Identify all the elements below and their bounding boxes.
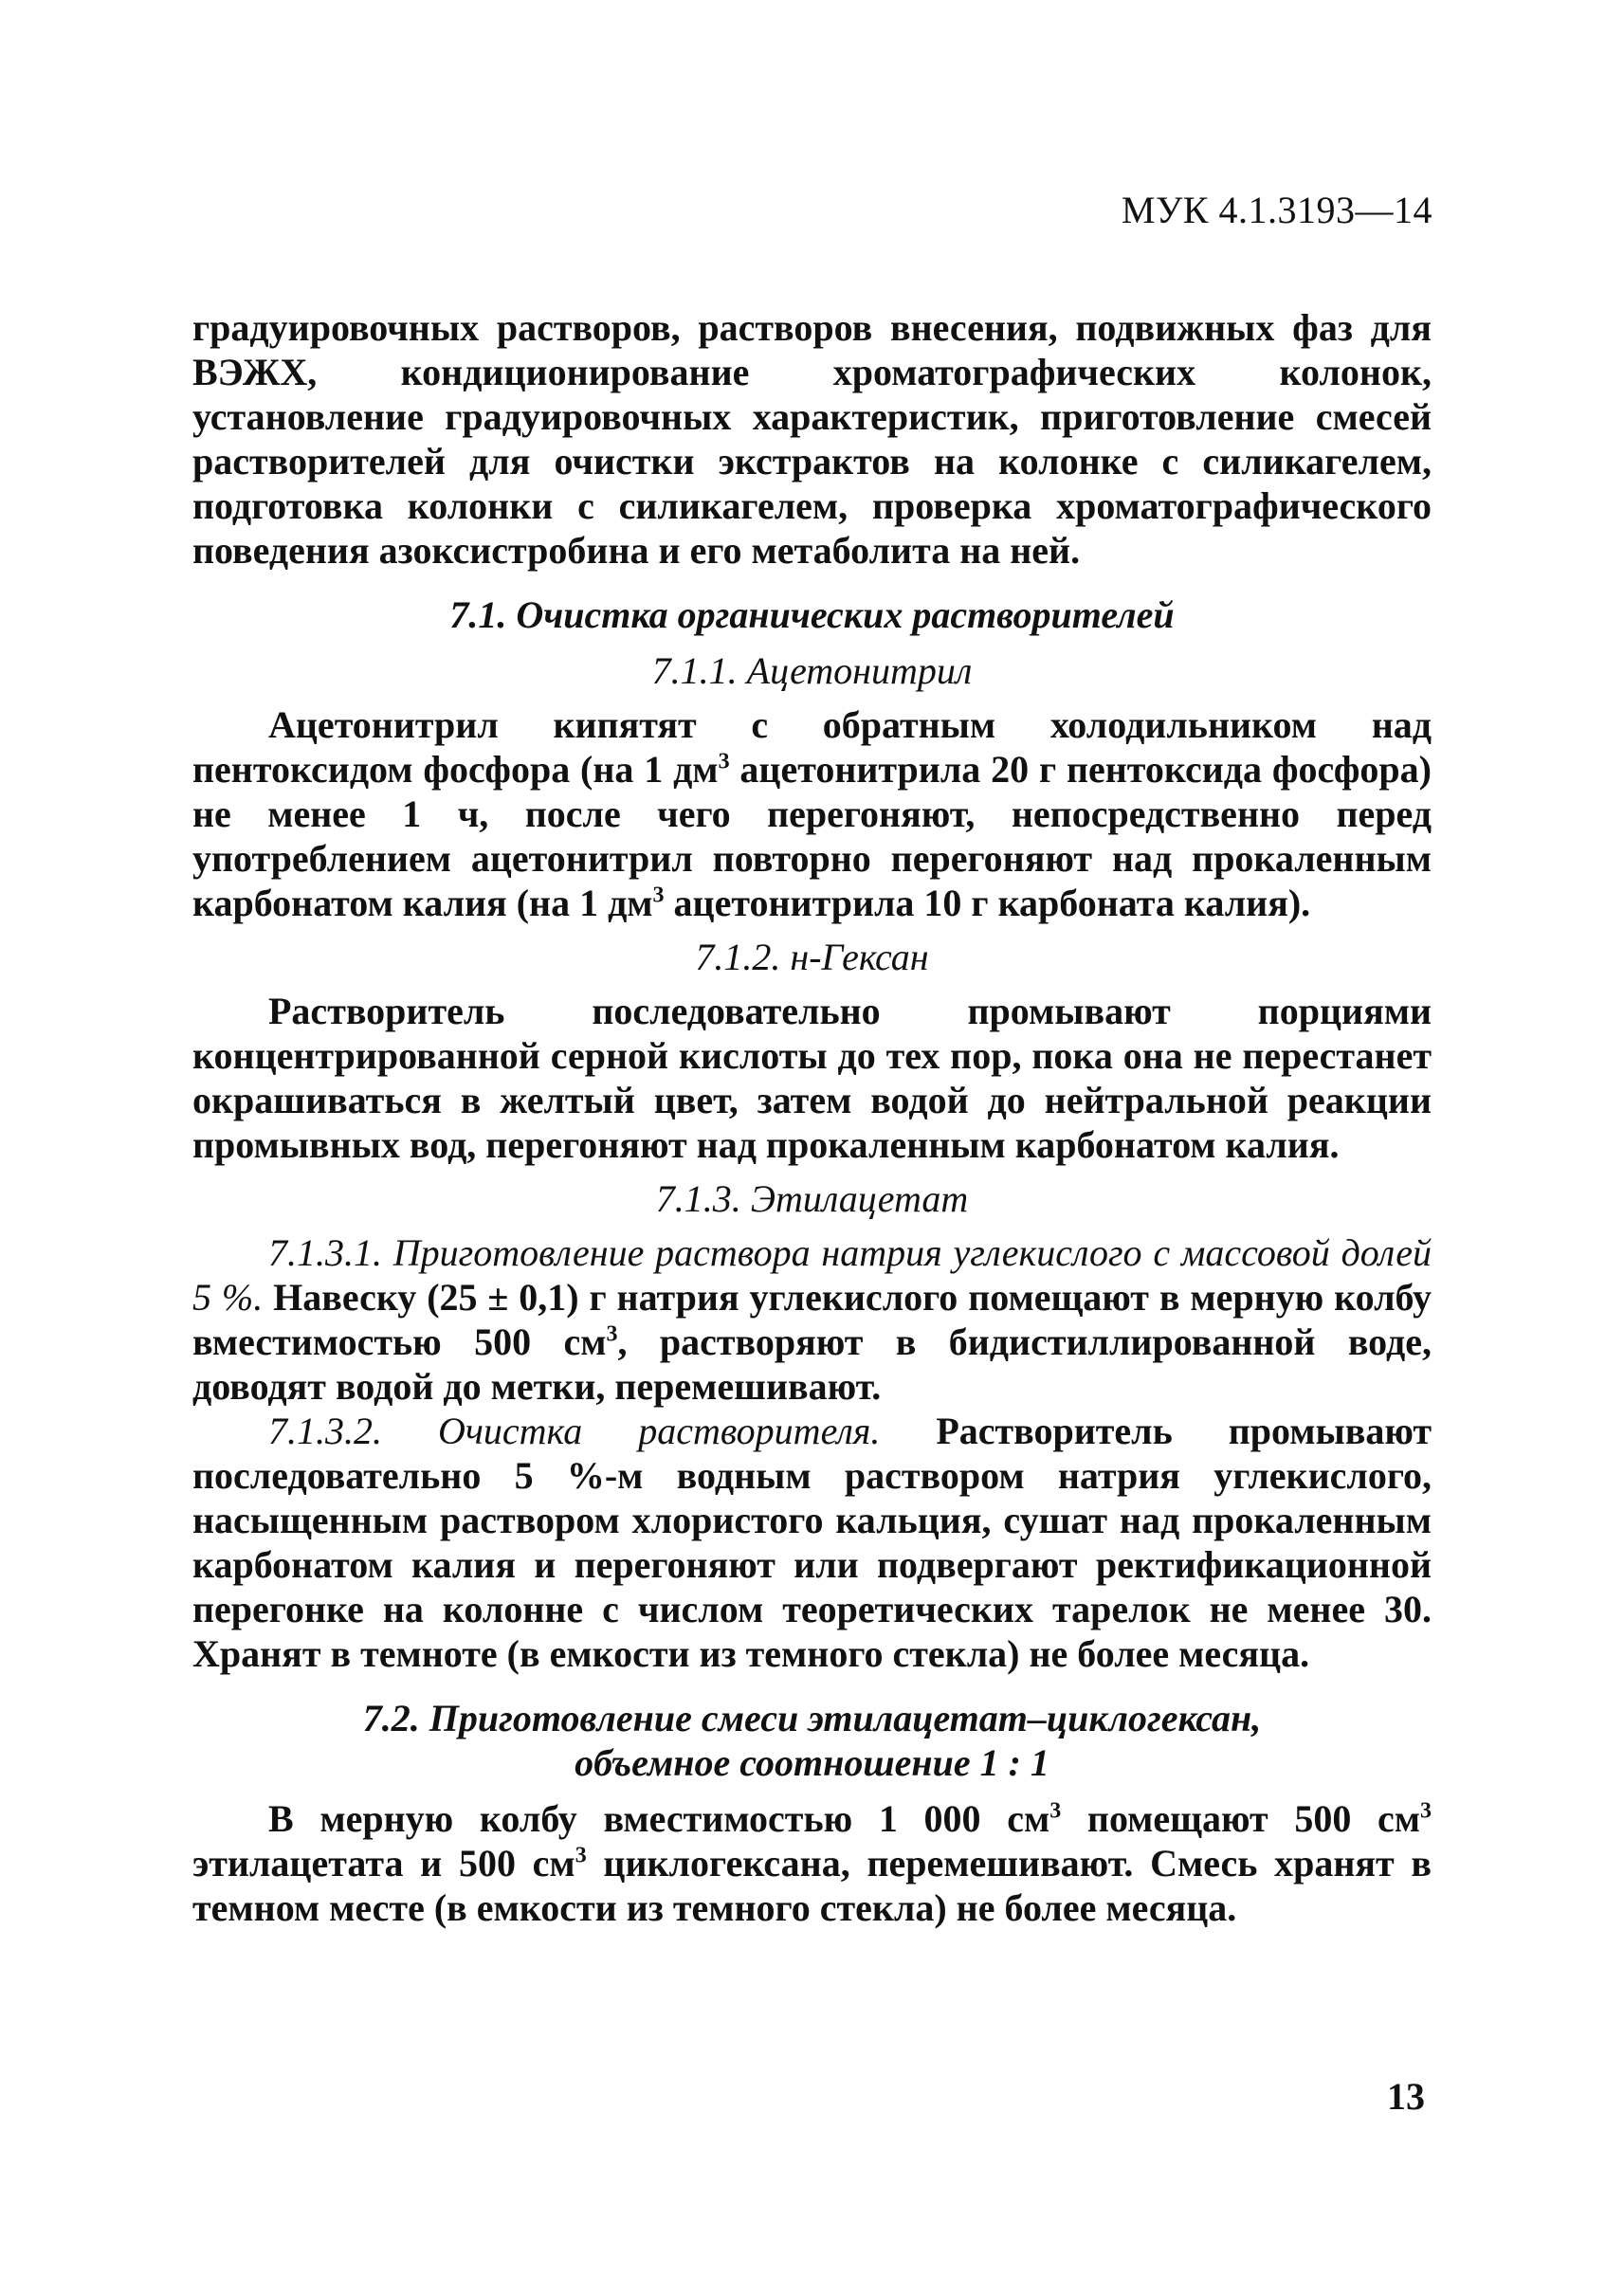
superscript-3: 3 bbox=[1420, 1798, 1432, 1824]
mixture-text-3: этилацетата и 500 см bbox=[192, 1842, 575, 1884]
intro-paragraph: градуировочных растворов, растворов внесения, подвижных фаз для ВЭЖХ, кондиционирование хроматографических колонок, установление градуировочных характеристик, приготовление смесей растворителей для очистки экстрактов на колонке с силикагелем, подготовка колонки с силикагелем, проверка хроматографического поведения азоксистробина и его метаболита на ней. bbox=[192, 306, 1432, 572]
section-7-1-heading: 7.1. Очистка органических растворителей bbox=[449, 593, 1175, 636]
acetonitrile-text-3: ацетонитрила 10 г карбоната калия). bbox=[664, 882, 1311, 924]
solvent-cleaning-paragraph bbox=[192, 1409, 1432, 1676]
section-7-2-heading-line-2: объемное соотношение 1 : 1 bbox=[575, 1741, 1049, 1784]
page-body bbox=[192, 305, 1432, 1930]
acetonitrile-text-1: Ацетонитрил кипятят с обратным холодильником над пентоксидом фосфора (на 1 дм bbox=[192, 703, 1432, 791]
page-number: 13 bbox=[1387, 2075, 1425, 2118]
mixture-text-2: помещают 500 см bbox=[1061, 1797, 1420, 1840]
hexane-paragraph: Растворитель последовательно промывают порциями концентрированной серной кислоты до тех пор, пока она не перестанет окрашиваться в желтый цвет, затем водой до нейтральной реакции промывных вод, перегоняют над прокаленным карбонатом калия. bbox=[192, 990, 1432, 1166]
mixture-text-1: В мерную колбу вместимостью 1 000 см bbox=[268, 1797, 1050, 1840]
section-7-2-heading bbox=[192, 1696, 1432, 1785]
mixture-text-4: циклогексана, перемешивают. Смесь хранят в темном месте (в емкости из темного стекла) не более месяца. bbox=[192, 1842, 1432, 1929]
superscript-3: 3 bbox=[718, 749, 730, 774]
acetonitrile-text-2: ацетонитрила 20 г пентоксида фосфора) не менее 1 ч, после чего перегоняют, непосредственно перед употреблением ацетонитрил повторно перегоняют над прокаленным карбонатом калия (на 1 дм bbox=[192, 748, 1432, 924]
subsection-7-1-3-1-title: 7.1.3.1. Приготовление раствора натрия углекислого с массовой долей 5 %. bbox=[192, 1231, 1432, 1319]
subsection-7-1-3-2-title: 7.1.3.2. Очистка растворителя. bbox=[268, 1410, 881, 1452]
sodium-carbonate-text-1: Навеску (25 ± 0,1) г натрия углекислого помещают в мерную колбу вместимостью 500 см bbox=[192, 1276, 1432, 1363]
superscript-3: 3 bbox=[606, 1321, 618, 1347]
superscript-3: 3 bbox=[1049, 1798, 1062, 1824]
sodium-carbonate-text-2: , растворяют в бидистиллированной воде, доводят водой до метки, перемешивают. bbox=[192, 1320, 1432, 1408]
solvent-cleaning-text: Растворитель промывают последовательно 5 %-м водным раствором натрия углекислого, насыщенным раствором хлористого кальция, сушат над прокаленным карбонатом калия и перегоняют или подвергают ректификационной перегонке на колонне с числом теоретических тарелок не менее 30. Хранят в темноте (в емкости из темного стекла) не более месяца. bbox=[192, 1410, 1432, 1675]
acetonitrile-paragraph bbox=[192, 702, 1432, 925]
document-code: МУК 4.1.3193—14 bbox=[1121, 189, 1432, 231]
mixture-paragraph bbox=[192, 1796, 1432, 1930]
section-7-1-3-heading: 7.1.3. Этилацетат bbox=[655, 1177, 969, 1220]
superscript-3: 3 bbox=[575, 1843, 587, 1868]
superscript-3: 3 bbox=[652, 883, 665, 908]
sodium-carbonate-paragraph bbox=[192, 1230, 1432, 1409]
section-7-1-2-heading: 7.1.2. н-Гексан bbox=[695, 936, 929, 978]
section-7-1-1-heading: 7.1.1. Ацетонитрил bbox=[651, 649, 973, 692]
section-7-2-heading-line-1: 7.2. Приготовление смеси этилацетат–циклогексан, bbox=[362, 1697, 1262, 1739]
